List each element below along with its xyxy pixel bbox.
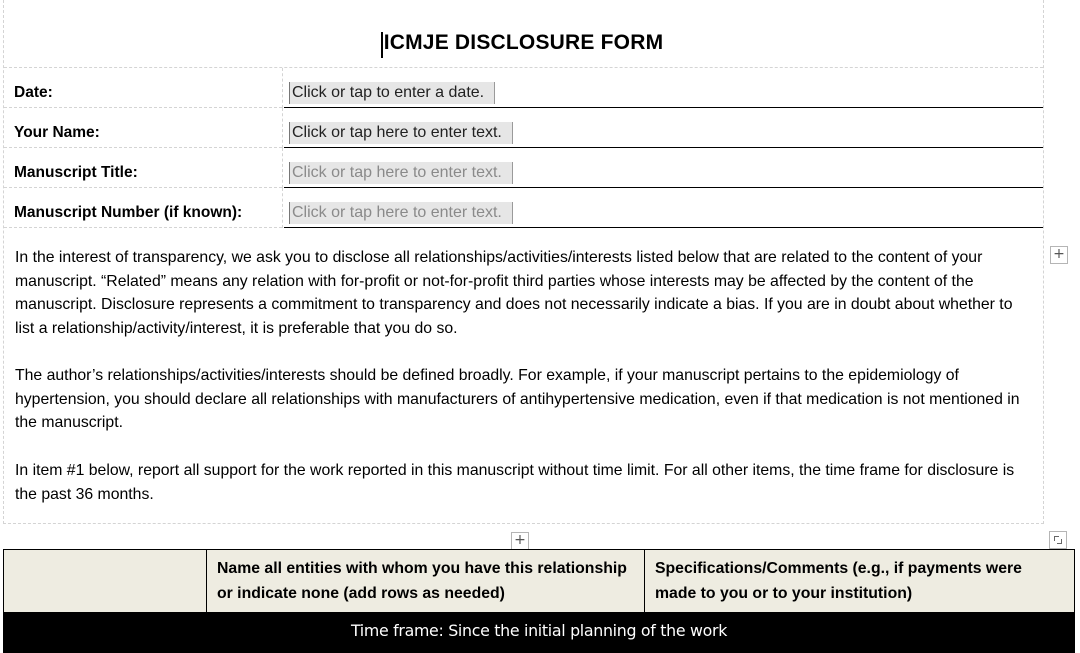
- manuscript-number-row: [4, 188, 1043, 228]
- form-title: ICMJE DISCLOSURE FORM: [383, 31, 664, 54]
- date-row: [4, 68, 1043, 108]
- intro-paragraph: In the interest of transparency, we ask you to disclose all relationships/activities/interests listed below that are related to the content of your manuscript. “Related” means any relation with for-profit or not-for-profit third parties whose interests may be affected by the content of the manuscript. Disclosure represents a commitment to transparency and does not necessarily indicate a bias. If you are in doubt about whether to list a relationship/activity/interest, it is preferable that you do so.: [15, 249, 1013, 337]
- timeframe-banner: Time frame: Since the initial planning of the work: [4, 612, 1074, 652]
- entities-header-text: Name all entities with whom you have this relationship or indicate none (add rows as needed): [217, 560, 627, 602]
- table-header-blank: [4, 550, 207, 612]
- add-row-button[interactable]: +: [511, 532, 529, 550]
- title-row: [4, 0, 1043, 68]
- name-label: Your Name:: [14, 124, 100, 141]
- table-header-specifications: [645, 550, 1074, 612]
- date-label: Date:: [14, 84, 53, 101]
- table-resize-icon[interactable]: [1049, 531, 1067, 549]
- timeframe-paragraph: In item #1 below, report all support for the work reported in this manuscript without time limit. For all other items, the time frame for disclosure is the past 36 months.: [15, 462, 1015, 503]
- table-header-entities: [207, 550, 645, 612]
- manuscript-title-label: Manuscript Title:: [14, 164, 138, 181]
- date-picker-field[interactable]: Click or tap to enter a date.: [290, 82, 495, 104]
- manuscript-number-field[interactable]: Click or tap here to enter text.: [290, 202, 513, 224]
- name-field[interactable]: Click or tap here to enter text.: [290, 122, 513, 144]
- manuscript-number-label: Manuscript Number (if known):: [14, 204, 243, 221]
- manuscript-title-row: [4, 148, 1043, 188]
- name-row: [4, 108, 1043, 148]
- specifications-header-text: Specifications/Comments (e.g., if payments were made to you or to your institution): [655, 560, 1022, 602]
- manuscript-title-field[interactable]: Click or tap here to enter text.: [290, 162, 513, 184]
- disclosure-table: [3, 549, 1075, 653]
- add-column-button[interactable]: +: [1050, 246, 1068, 264]
- definition-paragraph: The author’s relationships/activities/interests should be defined broadly. For example, if your manuscript pertains to the epidemiology of hypertension, you should declare all relationships with manufacturers of antihypertensive medication, even if that medication is not mentioned in the manuscript.: [15, 367, 1020, 431]
- form-header-table: [3, 0, 1044, 524]
